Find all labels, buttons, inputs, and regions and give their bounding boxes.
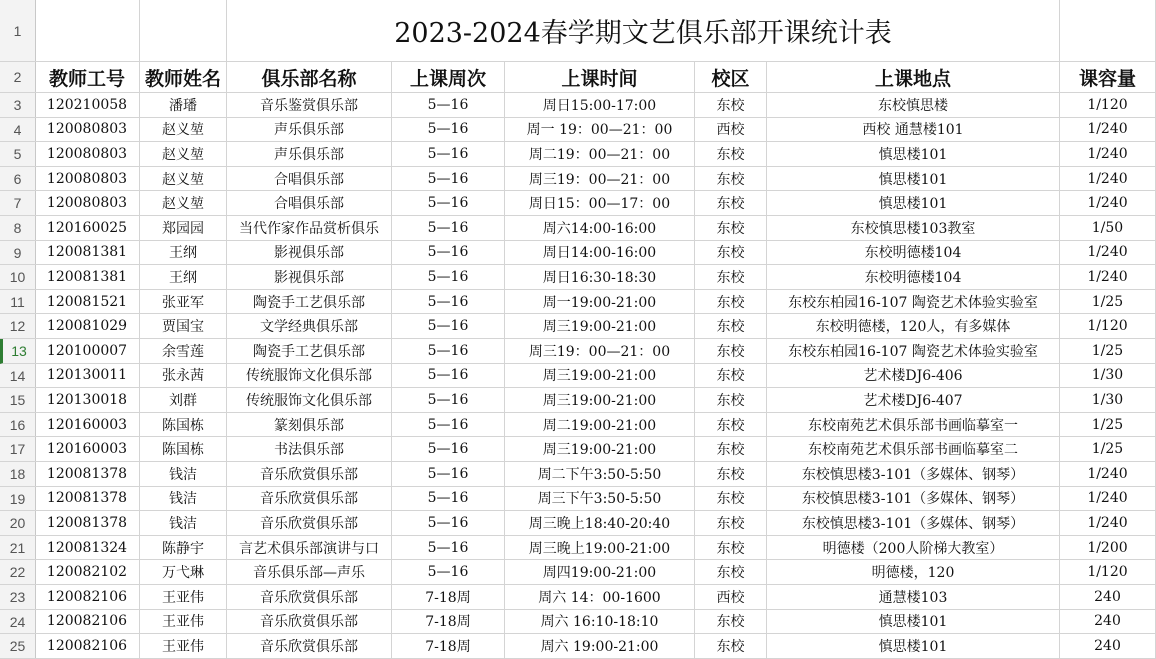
table-cell[interactable]: 音乐欣赏俱乐部 bbox=[227, 462, 392, 487]
table-cell[interactable]: 东校 bbox=[695, 634, 767, 659]
table-cell[interactable]: 1/240 bbox=[1060, 118, 1156, 143]
table-cell[interactable]: 东校 bbox=[695, 413, 767, 438]
row-number[interactable]: 3 bbox=[0, 93, 35, 118]
table-cell[interactable]: 慎思楼101 bbox=[767, 167, 1060, 192]
table-cell[interactable]: 东校明德楼104 bbox=[767, 265, 1060, 290]
table-cell[interactable]: 传统服饰文化俱乐部 bbox=[227, 388, 392, 413]
row-number[interactable]: 5 bbox=[0, 142, 35, 167]
table-cell[interactable]: 5—16 bbox=[392, 560, 505, 585]
table-cell[interactable]: 120081029 bbox=[35, 314, 140, 339]
table-cell[interactable]: 赵义堃 bbox=[140, 167, 227, 192]
table-cell[interactable]: 东校南苑艺术俱乐部书画临摹室一 bbox=[767, 413, 1060, 438]
table-cell[interactable]: 合唱俱乐部 bbox=[227, 191, 392, 216]
table-cell[interactable]: 东校东柏园16-107 陶瓷艺术体验实验室 bbox=[767, 339, 1060, 364]
table-cell[interactable]: 120080803 bbox=[35, 167, 140, 192]
column-header[interactable]: 上课周次 bbox=[392, 62, 505, 93]
row-number[interactable]: 8 bbox=[0, 216, 35, 241]
table-cell[interactable]: 120081378 bbox=[35, 511, 140, 536]
table-cell[interactable]: 陶瓷手工艺俱乐部 bbox=[227, 339, 392, 364]
table-cell[interactable]: 文学经典俱乐部 bbox=[227, 314, 392, 339]
table-cell[interactable]: 音乐欣赏俱乐部 bbox=[227, 610, 392, 635]
table-cell[interactable]: 周日15：00—17：00 bbox=[505, 191, 695, 216]
table-cell[interactable]: 王亚伟 bbox=[140, 610, 227, 635]
row-number[interactable]: 7 bbox=[0, 191, 35, 216]
table-cell[interactable]: 周一19:00-21:00 bbox=[505, 290, 695, 315]
table-cell[interactable]: 王亚伟 bbox=[140, 634, 227, 659]
table-cell[interactable]: 5—16 bbox=[392, 462, 505, 487]
table-cell[interactable]: 东校 bbox=[695, 265, 767, 290]
column-header[interactable]: 上课时间 bbox=[505, 62, 695, 93]
table-cell[interactable]: 周三19:00-21:00 bbox=[505, 388, 695, 413]
table-cell[interactable]: 1/120 bbox=[1060, 93, 1156, 118]
table-cell[interactable]: 通慧楼103 bbox=[767, 585, 1060, 610]
table-cell[interactable]: 东校慎思楼3-101（多媒体、钢琴） bbox=[767, 462, 1060, 487]
row-number[interactable]: 24 bbox=[0, 610, 35, 635]
table-cell[interactable]: 传统服饰文化俱乐部 bbox=[227, 364, 392, 389]
table-cell[interactable]: 陶瓷手工艺俱乐部 bbox=[227, 290, 392, 315]
table-cell[interactable]: 1/25 bbox=[1060, 437, 1156, 462]
table-cell[interactable]: 慎思楼101 bbox=[767, 610, 1060, 635]
table-cell[interactable]: 东校 bbox=[695, 364, 767, 389]
table-cell[interactable]: 周日15:00-17:00 bbox=[505, 93, 695, 118]
table-cell[interactable]: 1/50 bbox=[1060, 216, 1156, 241]
table-cell[interactable]: 周二19:00-21:00 bbox=[505, 413, 695, 438]
table-cell[interactable]: 东校慎思楼103教室 bbox=[767, 216, 1060, 241]
table-cell[interactable]: 周二下午3:50-5:50 bbox=[505, 462, 695, 487]
table-cell[interactable]: 5—16 bbox=[392, 437, 505, 462]
row-number[interactable]: 19 bbox=[0, 487, 35, 512]
table-cell[interactable]: 声乐俱乐部 bbox=[227, 118, 392, 143]
table-cell[interactable]: 周三19：00—21：00 bbox=[505, 167, 695, 192]
table-cell[interactable]: 影视俱乐部 bbox=[227, 241, 392, 266]
table-cell[interactable]: 120082102 bbox=[35, 560, 140, 585]
title-blank-cell[interactable] bbox=[35, 0, 140, 62]
table-cell[interactable]: 东校 bbox=[695, 241, 767, 266]
row-number[interactable]: 2 bbox=[0, 62, 35, 93]
title-blank-cell[interactable] bbox=[140, 0, 227, 62]
table-cell[interactable]: 120081381 bbox=[35, 241, 140, 266]
table-cell[interactable]: 音乐俱乐部—声乐 bbox=[227, 560, 392, 585]
table-cell[interactable]: 120100007 bbox=[35, 339, 140, 364]
table-cell[interactable]: 艺术楼DJ6-406 bbox=[767, 364, 1060, 389]
table-cell[interactable]: 120210058 bbox=[35, 93, 140, 118]
table-cell[interactable]: 东校慎思楼3-101（多媒体、钢琴） bbox=[767, 487, 1060, 512]
table-cell[interactable]: 120081324 bbox=[35, 536, 140, 561]
table-cell[interactable]: 周六 14：00-1600 bbox=[505, 585, 695, 610]
table-cell[interactable]: 音乐欣赏俱乐部 bbox=[227, 634, 392, 659]
table-cell[interactable]: 120160003 bbox=[35, 437, 140, 462]
row-number[interactable]: 16 bbox=[0, 413, 35, 438]
column-header[interactable]: 教师姓名 bbox=[140, 62, 227, 93]
table-cell[interactable]: 周一 19：00—21：00 bbox=[505, 118, 695, 143]
table-cell[interactable]: 5—16 bbox=[392, 265, 505, 290]
row-number[interactable]: 25 bbox=[0, 634, 35, 659]
table-cell[interactable]: 万弋琳 bbox=[140, 560, 227, 585]
table-cell[interactable]: 慎思楼101 bbox=[767, 634, 1060, 659]
table-cell[interactable]: 张亚军 bbox=[140, 290, 227, 315]
table-cell[interactable]: 5—16 bbox=[392, 191, 505, 216]
table-cell[interactable]: 东校 bbox=[695, 462, 767, 487]
table-cell[interactable]: 120082106 bbox=[35, 634, 140, 659]
column-header[interactable]: 课容量 bbox=[1060, 62, 1156, 93]
table-cell[interactable]: 周六 16:10-18:10 bbox=[505, 610, 695, 635]
table-cell[interactable]: 东校 bbox=[695, 487, 767, 512]
table-cell[interactable]: 赵义堃 bbox=[140, 142, 227, 167]
table-cell[interactable]: 周三下午3:50-5:50 bbox=[505, 487, 695, 512]
table-cell[interactable]: 慎思楼101 bbox=[767, 191, 1060, 216]
title-blank-cell[interactable] bbox=[1060, 0, 1156, 62]
table-cell[interactable]: 周三晚上18:40-20:40 bbox=[505, 511, 695, 536]
table-cell[interactable]: 钱洁 bbox=[140, 511, 227, 536]
table-cell[interactable]: 周三19:00-21:00 bbox=[505, 437, 695, 462]
table-cell[interactable]: 篆刻俱乐部 bbox=[227, 413, 392, 438]
table-cell[interactable]: 周六 19:00-21:00 bbox=[505, 634, 695, 659]
table-cell[interactable]: 东校 bbox=[695, 290, 767, 315]
table-cell[interactable]: 周日14:00-16:00 bbox=[505, 241, 695, 266]
table-cell[interactable]: 周四19:00-21:00 bbox=[505, 560, 695, 585]
table-cell[interactable]: 东校 bbox=[695, 216, 767, 241]
row-number[interactable]: 20 bbox=[0, 511, 35, 536]
table-cell[interactable]: 西校 通慧楼101 bbox=[767, 118, 1060, 143]
table-cell[interactable]: 东校南苑艺术俱乐部书画临摹室二 bbox=[767, 437, 1060, 462]
table-cell[interactable]: 120081381 bbox=[35, 265, 140, 290]
table-cell[interactable]: 7-18周 bbox=[392, 585, 505, 610]
table-cell[interactable]: 东校 bbox=[695, 142, 767, 167]
table-cell[interactable]: 5—16 bbox=[392, 388, 505, 413]
table-cell[interactable]: 1/200 bbox=[1060, 536, 1156, 561]
table-cell[interactable]: 影视俱乐部 bbox=[227, 265, 392, 290]
row-number[interactable]: 17 bbox=[0, 437, 35, 462]
row-number[interactable]: 13 bbox=[0, 339, 35, 364]
table-cell[interactable]: 5—16 bbox=[392, 216, 505, 241]
table-cell[interactable]: 东校 bbox=[695, 610, 767, 635]
table-cell[interactable]: 音乐欣赏俱乐部 bbox=[227, 487, 392, 512]
table-cell[interactable]: 120080803 bbox=[35, 118, 140, 143]
table-cell[interactable]: 周三19：00—21：00 bbox=[505, 339, 695, 364]
table-cell[interactable]: 钱洁 bbox=[140, 462, 227, 487]
table-cell[interactable]: 5—16 bbox=[392, 511, 505, 536]
table-cell[interactable]: 5—16 bbox=[392, 314, 505, 339]
row-number[interactable]: 14 bbox=[0, 364, 35, 389]
row-number[interactable]: 22 bbox=[0, 560, 35, 585]
table-cell[interactable]: 东校慎思楼 bbox=[767, 93, 1060, 118]
table-cell[interactable]: 5—16 bbox=[392, 241, 505, 266]
row-number[interactable]: 21 bbox=[0, 536, 35, 561]
table-cell[interactable]: 书法俱乐部 bbox=[227, 437, 392, 462]
table-cell[interactable]: 郑园园 bbox=[140, 216, 227, 241]
table-cell[interactable]: 音乐鉴赏俱乐部 bbox=[227, 93, 392, 118]
table-cell[interactable]: 1/120 bbox=[1060, 314, 1156, 339]
table-cell[interactable]: 东校 bbox=[695, 388, 767, 413]
table-cell[interactable]: 东校 bbox=[695, 536, 767, 561]
table-cell[interactable]: 陈国栋 bbox=[140, 437, 227, 462]
table-cell[interactable]: 1/240 bbox=[1060, 511, 1156, 536]
table-cell[interactable]: 王纲 bbox=[140, 241, 227, 266]
table-cell[interactable]: 120130011 bbox=[35, 364, 140, 389]
table-cell[interactable]: 5—16 bbox=[392, 118, 505, 143]
table-cell[interactable]: 当代作家作品赏析俱乐 bbox=[227, 216, 392, 241]
table-cell[interactable]: 东校 bbox=[695, 191, 767, 216]
table-cell[interactable]: 合唱俱乐部 bbox=[227, 167, 392, 192]
table-cell[interactable]: 声乐俱乐部 bbox=[227, 142, 392, 167]
row-number[interactable]: 15 bbox=[0, 388, 35, 413]
table-cell[interactable]: 1/25 bbox=[1060, 290, 1156, 315]
table-cell[interactable]: 120081378 bbox=[35, 487, 140, 512]
table-cell[interactable]: 东校 bbox=[695, 437, 767, 462]
table-cell[interactable]: 东校 bbox=[695, 339, 767, 364]
row-number[interactable]: 1 bbox=[0, 0, 35, 62]
table-cell[interactable]: 贾国宝 bbox=[140, 314, 227, 339]
table-cell[interactable]: 东校 bbox=[695, 314, 767, 339]
table-cell[interactable]: 潘璠 bbox=[140, 93, 227, 118]
table-cell[interactable]: 陈国栋 bbox=[140, 413, 227, 438]
table-cell[interactable]: 东校明德楼，120人，有多媒体 bbox=[767, 314, 1060, 339]
table-cell[interactable]: 5—16 bbox=[392, 536, 505, 561]
table-cell[interactable]: 周三晚上19:00-21:00 bbox=[505, 536, 695, 561]
sheet-title[interactable]: 2023-2024春学期文艺俱乐部开课统计表 bbox=[227, 0, 1060, 62]
column-header[interactable]: 教师工号 bbox=[35, 62, 140, 93]
table-cell[interactable]: 东校慎思楼3-101（多媒体、钢琴） bbox=[767, 511, 1060, 536]
table-cell[interactable]: 7-18周 bbox=[392, 634, 505, 659]
table-cell[interactable]: 言艺术俱乐部演讲与口 bbox=[227, 536, 392, 561]
table-cell[interactable]: 120160003 bbox=[35, 413, 140, 438]
table-cell[interactable]: 王亚伟 bbox=[140, 585, 227, 610]
table-cell[interactable]: 刘群 bbox=[140, 388, 227, 413]
table-cell[interactable]: 1/240 bbox=[1060, 487, 1156, 512]
table-cell[interactable]: 240 bbox=[1060, 610, 1156, 635]
table-cell[interactable]: 王纲 bbox=[140, 265, 227, 290]
table-cell[interactable]: 1/240 bbox=[1060, 142, 1156, 167]
table-cell[interactable]: 120080803 bbox=[35, 142, 140, 167]
table-cell[interactable]: 周二19：00—21：00 bbox=[505, 142, 695, 167]
row-number[interactable]: 4 bbox=[0, 118, 35, 143]
row-number[interactable]: 12 bbox=[0, 314, 35, 339]
table-cell[interactable]: 慎思楼101 bbox=[767, 142, 1060, 167]
table-cell[interactable]: 东校 bbox=[695, 560, 767, 585]
table-cell[interactable]: 东校东柏园16-107 陶瓷艺术体验实验室 bbox=[767, 290, 1060, 315]
table-cell[interactable]: 120081378 bbox=[35, 462, 140, 487]
table-cell[interactable]: 5—16 bbox=[392, 290, 505, 315]
table-cell[interactable]: 120080803 bbox=[35, 191, 140, 216]
table-cell[interactable]: 明德楼（200人阶梯大教室） bbox=[767, 536, 1060, 561]
row-number[interactable]: 9 bbox=[0, 241, 35, 266]
row-number[interactable]: 10 bbox=[0, 265, 35, 290]
table-cell[interactable]: 东校 bbox=[695, 511, 767, 536]
table-cell[interactable]: 1/30 bbox=[1060, 388, 1156, 413]
table-cell[interactable]: 明德楼，120 bbox=[767, 560, 1060, 585]
table-cell[interactable]: 1/240 bbox=[1060, 191, 1156, 216]
table-cell[interactable]: 1/240 bbox=[1060, 265, 1156, 290]
table-cell[interactable]: 5—16 bbox=[392, 339, 505, 364]
table-cell[interactable]: 5—16 bbox=[392, 364, 505, 389]
table-cell[interactable]: 余雪莲 bbox=[140, 339, 227, 364]
table-cell[interactable]: 艺术楼DJ6-407 bbox=[767, 388, 1060, 413]
table-cell[interactable]: 音乐欣赏俱乐部 bbox=[227, 585, 392, 610]
table-cell[interactable]: 东校 bbox=[695, 167, 767, 192]
column-header[interactable]: 校区 bbox=[695, 62, 767, 93]
row-number[interactable]: 18 bbox=[0, 462, 35, 487]
row-number[interactable]: 6 bbox=[0, 167, 35, 192]
column-header[interactable]: 俱乐部名称 bbox=[227, 62, 392, 93]
table-cell[interactable]: 5—16 bbox=[392, 487, 505, 512]
table-cell[interactable]: 240 bbox=[1060, 634, 1156, 659]
table-cell[interactable]: 1/30 bbox=[1060, 364, 1156, 389]
table-cell[interactable]: 5—16 bbox=[392, 142, 505, 167]
table-cell[interactable]: 5—16 bbox=[392, 413, 505, 438]
table-cell[interactable]: 周三19:00-21:00 bbox=[505, 314, 695, 339]
row-number[interactable]: 11 bbox=[0, 290, 35, 315]
table-cell[interactable]: 陈静宇 bbox=[140, 536, 227, 561]
table-cell[interactable]: 240 bbox=[1060, 585, 1156, 610]
table-cell[interactable]: 5—16 bbox=[392, 167, 505, 192]
table-cell[interactable]: 东校 bbox=[695, 93, 767, 118]
table-cell[interactable]: 东校明德楼104 bbox=[767, 241, 1060, 266]
table-cell[interactable]: 5—16 bbox=[392, 93, 505, 118]
table-cell[interactable]: 西校 bbox=[695, 118, 767, 143]
table-cell[interactable]: 赵义堃 bbox=[140, 191, 227, 216]
table-cell[interactable]: 周日16:30-18:30 bbox=[505, 265, 695, 290]
table-cell[interactable]: 120081521 bbox=[35, 290, 140, 315]
table-cell[interactable]: 7-18周 bbox=[392, 610, 505, 635]
table-cell[interactable]: 音乐欣赏俱乐部 bbox=[227, 511, 392, 536]
table-cell[interactable]: 1/240 bbox=[1060, 241, 1156, 266]
table-cell[interactable]: 120082106 bbox=[35, 585, 140, 610]
table-cell[interactable]: 120082106 bbox=[35, 610, 140, 635]
table-cell[interactable]: 120160025 bbox=[35, 216, 140, 241]
column-header[interactable]: 上课地点 bbox=[767, 62, 1060, 93]
table-cell[interactable]: 赵义堃 bbox=[140, 118, 227, 143]
row-number[interactable]: 23 bbox=[0, 585, 35, 610]
table-cell[interactable]: 周三19:00-21:00 bbox=[505, 364, 695, 389]
table-cell[interactable]: 1/25 bbox=[1060, 339, 1156, 364]
table-cell[interactable]: 1/240 bbox=[1060, 462, 1156, 487]
table-cell[interactable]: 钱洁 bbox=[140, 487, 227, 512]
table-cell[interactable]: 1/240 bbox=[1060, 167, 1156, 192]
table-cell[interactable]: 120130018 bbox=[35, 388, 140, 413]
table-cell[interactable]: 1/25 bbox=[1060, 413, 1156, 438]
table-cell[interactable]: 西校 bbox=[695, 585, 767, 610]
table-cell[interactable]: 1/120 bbox=[1060, 560, 1156, 585]
row-header-column bbox=[0, 0, 36, 658]
table-cell[interactable]: 周六14:00-16:00 bbox=[505, 216, 695, 241]
table-cell[interactable]: 张永茜 bbox=[140, 364, 227, 389]
